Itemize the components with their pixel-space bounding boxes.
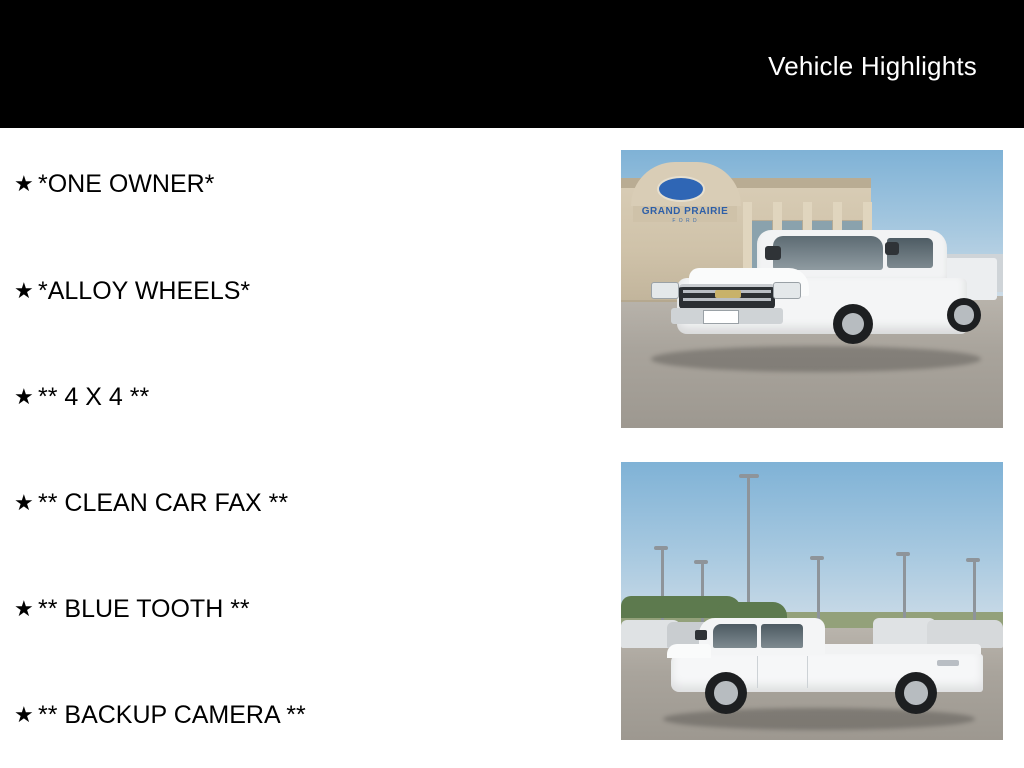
rear-wheel bbox=[895, 672, 937, 714]
dealer-sign-subtext: F O R D bbox=[672, 218, 698, 224]
truck-hood bbox=[667, 644, 711, 658]
light-pole-head bbox=[966, 558, 980, 562]
star-icon: ★ bbox=[14, 596, 34, 621]
side-mirror bbox=[765, 246, 781, 260]
list-item bbox=[14, 700, 306, 730]
highlight-label: ** BACKUP CAMERA ** bbox=[38, 700, 306, 729]
highlight-label: ** 4 X 4 ** bbox=[38, 382, 150, 411]
side-mirror bbox=[885, 242, 899, 255]
highlight-label: *ALLOY WHEELS* bbox=[38, 276, 251, 305]
door-seam bbox=[757, 656, 758, 688]
rear-wheel bbox=[947, 298, 981, 332]
rear-door-window bbox=[761, 624, 803, 648]
ford-oval-logo-icon bbox=[657, 176, 705, 202]
light-pole-head bbox=[694, 560, 708, 564]
highlight-label: ** BLUE TOOTH ** bbox=[38, 594, 250, 623]
light-pole bbox=[903, 554, 906, 622]
dealer-sign-text: GRAND PRAIRIE bbox=[641, 206, 729, 217]
door-seam bbox=[807, 656, 808, 688]
list-item bbox=[14, 169, 214, 199]
side-mirror bbox=[695, 630, 707, 640]
headlight bbox=[651, 282, 679, 299]
list-item bbox=[14, 382, 149, 412]
trim-badge bbox=[937, 660, 959, 666]
star-icon: ★ bbox=[14, 490, 34, 515]
star-icon: ★ bbox=[14, 702, 34, 727]
star-icon: ★ bbox=[14, 384, 34, 409]
white-pickup-truck-front bbox=[637, 228, 997, 368]
front-wheel bbox=[833, 304, 873, 344]
front-wheel bbox=[705, 672, 747, 714]
light-pole-head bbox=[654, 546, 668, 550]
light-pole bbox=[817, 558, 820, 622]
windshield bbox=[773, 236, 883, 270]
truck-side-profile-photo bbox=[621, 462, 1003, 740]
highlight-label: *ONE OWNER* bbox=[38, 169, 215, 198]
star-icon: ★ bbox=[14, 278, 34, 303]
list-item bbox=[14, 488, 288, 518]
header-bar bbox=[0, 0, 1024, 128]
page-title: Vehicle Highlights bbox=[768, 51, 977, 81]
front-door-window bbox=[713, 624, 757, 648]
grille-bar bbox=[683, 298, 771, 301]
chevrolet-bowtie-icon bbox=[715, 290, 741, 298]
light-pole-head bbox=[739, 474, 759, 478]
license-plate bbox=[703, 310, 739, 324]
light-pole-head bbox=[810, 556, 824, 560]
list-item bbox=[14, 276, 250, 306]
truck-front-three-quarter-photo bbox=[621, 150, 1003, 428]
light-pole bbox=[973, 560, 976, 622]
light-pole-head bbox=[896, 552, 910, 556]
vehicle-highlights-list bbox=[0, 128, 600, 768]
list-item bbox=[14, 594, 250, 624]
highlight-label: ** CLEAN CAR FAX ** bbox=[38, 488, 289, 517]
headlight bbox=[773, 282, 801, 299]
star-icon: ★ bbox=[14, 171, 34, 196]
white-pickup-truck-side bbox=[657, 614, 987, 722]
